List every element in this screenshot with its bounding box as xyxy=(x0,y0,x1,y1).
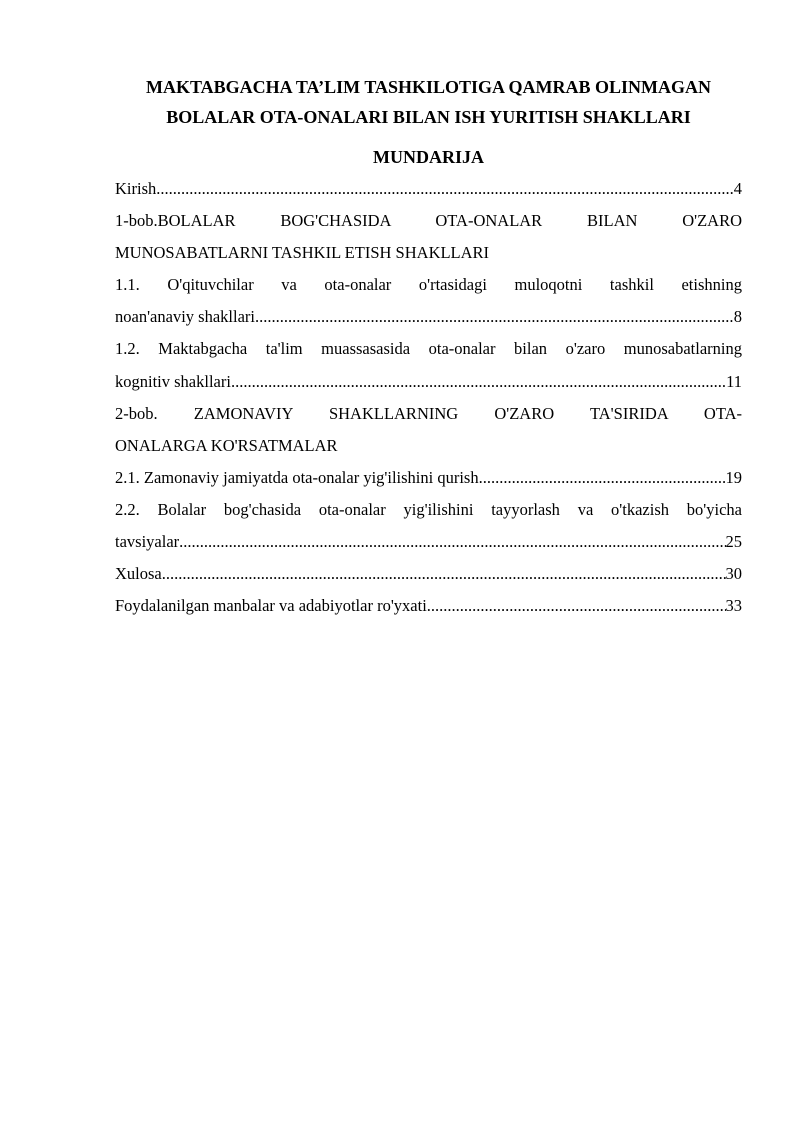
toc-entry-section-2-2[interactable] xyxy=(115,494,742,558)
toc-page-number: 19 xyxy=(725,467,742,487)
toc-entry-text: noan'anaviy shakllari xyxy=(115,307,255,327)
toc-entry-chapter-2[interactable] xyxy=(115,398,742,462)
toc-entry-text: Foydalanilgan manbalar va adabiyotlar ro'yxati xyxy=(115,596,427,616)
toc-entry-line: ONALARGA KO'RSATMALAR xyxy=(115,435,338,455)
toc-entry-intro[interactable] xyxy=(115,173,742,205)
toc-leader-dots xyxy=(162,558,726,590)
toc-page-number: 33 xyxy=(725,596,742,616)
document-title xyxy=(115,72,742,132)
toc-entry-line: 1-bob.BOLALAR BOG'CHASIDA OTA-ONALAR BILAN O'ZARO xyxy=(115,211,742,231)
toc-entry-chapter-1[interactable] xyxy=(115,205,742,269)
toc-entry-section-1-2[interactable] xyxy=(115,333,742,397)
toc-leader-dots xyxy=(156,173,734,205)
table-of-contents xyxy=(115,173,742,622)
toc-entry-line: 2.2. Bolalar bog'chasida ota-onalar yig'ilishini tayyorlash va o'tkazish bo'yicha xyxy=(115,499,742,519)
toc-entry-text: 2.1. Zamonaviy jamiyatda ota-onalar yig'ilishini qurish xyxy=(115,467,479,487)
toc-entry-section-1-1[interactable] xyxy=(115,269,742,333)
toc-page-number: 11 xyxy=(726,371,742,391)
toc-page-number: 25 xyxy=(725,532,742,552)
toc-entry-text: tavsiyalar xyxy=(115,532,180,552)
toc-entry-line: 1.1. O'qituvchilar va ota-onalar o'rtasidagi muloqotni tashkil etishning xyxy=(115,275,742,295)
contents-heading: MUNDARIJA xyxy=(373,147,484,167)
title-line-1: MAKTABGACHA TA’LIM TASHKILOTIGA QAMRAB OLINMAGAN xyxy=(145,77,712,97)
toc-entry-section-2-1[interactable] xyxy=(115,462,742,494)
toc-entry-line: 1.2. Maktabgacha ta'lim muassasasida ota-onalar bilan o'zaro munosabatlarning xyxy=(115,339,742,359)
toc-leader-dots xyxy=(479,462,726,494)
toc-page-number: 30 xyxy=(725,564,742,584)
toc-leader-dots xyxy=(231,366,726,398)
toc-entry-text: Kirish xyxy=(115,179,157,198)
toc-entry-conclusion[interactable] xyxy=(115,558,742,590)
toc-entry-text: kognitiv shakllari xyxy=(115,371,231,391)
toc-entry-text: Xulosa xyxy=(115,564,162,584)
toc-page-number: 8 xyxy=(733,307,742,327)
toc-leader-dots xyxy=(255,301,734,333)
toc-page-number: 4 xyxy=(733,179,742,198)
title-line-2: BOLALAR OTA-ONALARI BILAN ISH YURITISH SHAKLLARI xyxy=(166,107,691,127)
toc-entry-line: MUNOSABATLARNI TASHKIL ETISH SHAKLLARI xyxy=(115,243,490,263)
toc-entry-line: 2-bob. ZAMONAVIY SHAKLLARNING O'ZARO TA'SIRIDA OTA- xyxy=(115,403,742,423)
toc-leader-dots xyxy=(179,526,725,558)
toc-leader-dots xyxy=(427,590,726,622)
toc-entry-references[interactable] xyxy=(115,590,742,622)
document-page xyxy=(115,72,742,622)
